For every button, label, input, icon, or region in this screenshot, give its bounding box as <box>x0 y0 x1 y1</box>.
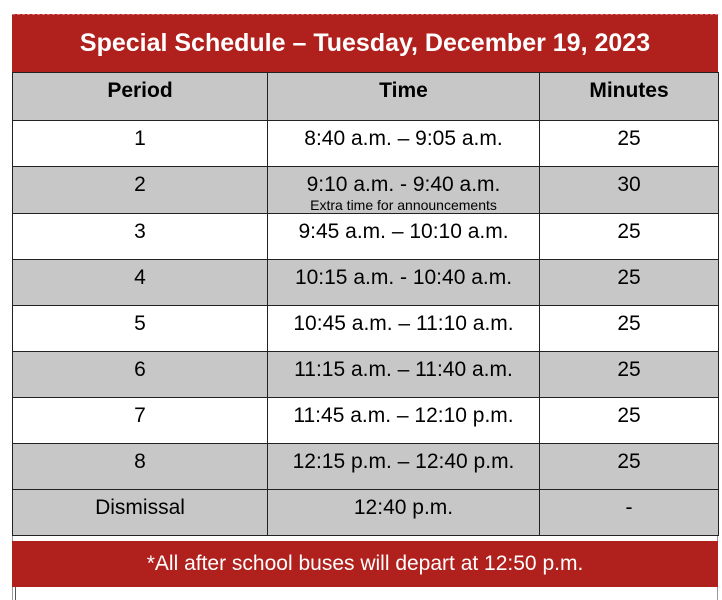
cell-minutes: 30 <box>540 167 719 214</box>
cell-period: 8 <box>13 444 268 490</box>
cell-period: 7 <box>13 398 268 444</box>
table-row <box>13 490 719 536</box>
cell-time: 9:45 a.m. – 10:10 a.m. <box>268 214 540 260</box>
cell-minutes: 25 <box>540 214 719 260</box>
cell-time: 11:15 a.m. – 11:40 a.m. <box>268 352 540 398</box>
table-row <box>13 398 719 444</box>
cell-time: 10:45 a.m. – 11:10 a.m. <box>268 306 540 352</box>
page-edge-marker <box>15 587 16 600</box>
cell-period: 4 <box>13 260 268 306</box>
cell-minutes: 25 <box>540 352 719 398</box>
cell-period: 3 <box>13 214 268 260</box>
cell-minutes: 25 <box>540 260 719 306</box>
table-row <box>13 167 719 214</box>
cell-period: 6 <box>13 352 268 398</box>
table-row <box>13 121 719 167</box>
cell-minutes: 25 <box>540 306 719 352</box>
cell-minutes: 25 <box>540 444 719 490</box>
schedule-title: Special Schedule – Tuesday, December 19, 2023 <box>12 14 718 72</box>
table-row <box>13 306 719 352</box>
cell-time: 12:15 p.m. – 12:40 p.m. <box>268 444 540 490</box>
header-minutes: Minutes <box>540 73 719 121</box>
cell-time: 11:45 a.m. – 12:10 p.m. <box>268 398 540 444</box>
cell-period: 1 <box>13 121 268 167</box>
cell-time: 12:40 p.m. <box>268 490 540 536</box>
schedule-table <box>12 72 719 536</box>
table-row <box>13 352 719 398</box>
cell-time-note: Extra time for announcements <box>310 197 497 213</box>
cell-minutes: 25 <box>540 398 719 444</box>
cell-time-value: 9:10 a.m. - 9:40 a.m. <box>306 173 501 196</box>
header-time: Time <box>268 73 540 121</box>
cell-minutes: 25 <box>540 121 719 167</box>
cell-period: Dismissal <box>13 490 268 536</box>
footer-note: *All after school buses will depart at 12:50 p.m. <box>12 541 718 587</box>
cell-period: 5 <box>13 306 268 352</box>
table-header-row <box>13 73 719 121</box>
cell-minutes: - <box>540 490 719 536</box>
header-period: Period <box>13 73 268 121</box>
table-row <box>13 214 719 260</box>
table-row <box>13 260 719 306</box>
cell-time <box>268 167 540 214</box>
cell-time: 8:40 a.m. – 9:05 a.m. <box>268 121 540 167</box>
cell-period: 2 <box>13 167 268 214</box>
cell-time: 10:15 a.m. - 10:40 a.m. <box>268 260 540 306</box>
table-row <box>13 444 719 490</box>
